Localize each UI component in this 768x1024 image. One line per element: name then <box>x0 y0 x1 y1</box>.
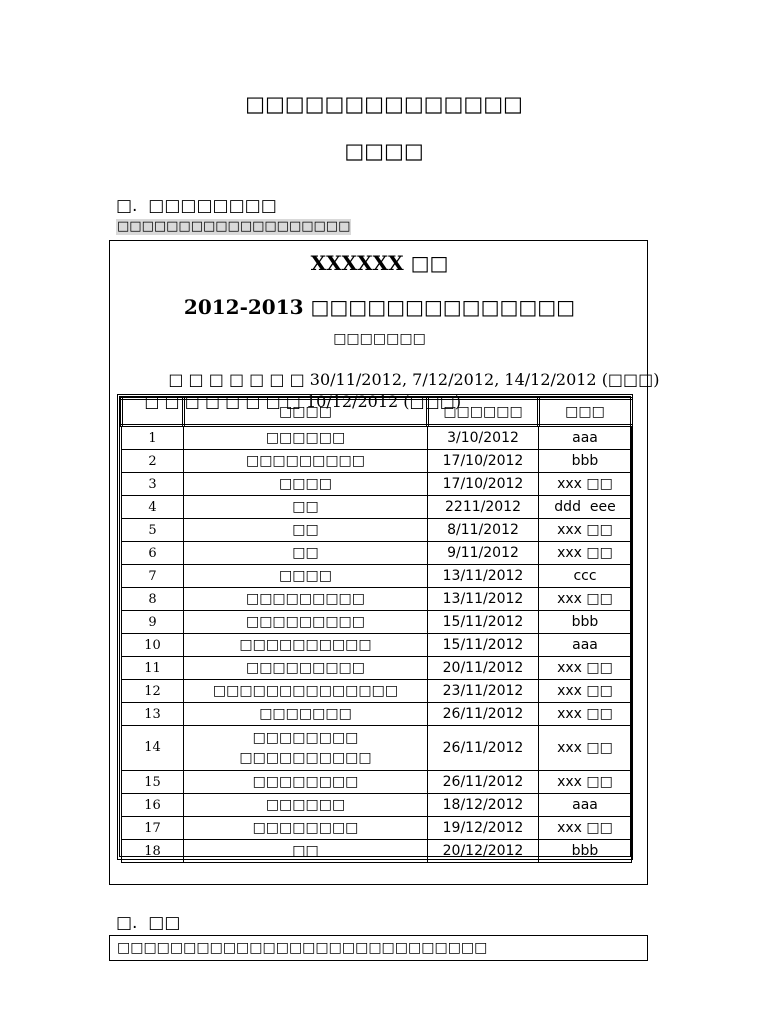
row-number: 1 <box>122 426 184 450</box>
row-number: 14 <box>122 726 184 771</box>
row-number: 7 <box>122 565 184 588</box>
row-date: 15/11/2012 <box>428 611 539 634</box>
row-item-line-2: □□□□□□□□□□ <box>239 750 372 766</box>
row-number: 12 <box>122 680 184 703</box>
table-row <box>122 817 632 840</box>
row-person: xxx □□ <box>539 519 632 542</box>
row-number: 10 <box>122 634 184 657</box>
row-item: □□ <box>184 542 428 565</box>
schedule-table <box>120 397 633 863</box>
organization-name: XXXXXX □□ <box>310 251 449 275</box>
row-person: bbb <box>539 450 632 473</box>
row-date: 8/11/2012 <box>428 519 539 542</box>
row-date: 18/12/2012 <box>428 794 539 817</box>
row-person: xxx □□ <box>539 473 632 496</box>
table-row <box>122 657 632 680</box>
table-row <box>122 634 632 657</box>
row-person: ccc <box>539 565 632 588</box>
table-row <box>122 450 632 473</box>
schedule-heading: 2012-2013 □□□□□□□□□□□□□□ <box>183 295 576 319</box>
row-person: xxx □□ <box>539 542 632 565</box>
header-person: □□□ <box>539 399 632 426</box>
section-1-marker: □. <box>116 196 138 216</box>
row-number: 9 <box>122 611 184 634</box>
table-row <box>122 840 632 863</box>
row-date: 19/12/2012 <box>428 817 539 840</box>
header-date: □□□□□□ <box>428 399 539 426</box>
section-2-heading <box>116 913 180 933</box>
row-person: ddd eee <box>539 496 632 519</box>
row-item: □□□□□□□□□ <box>184 611 428 634</box>
row-person: xxx □□ <box>539 817 632 840</box>
row-number: 8 <box>122 588 184 611</box>
row-date: 13/11/2012 <box>428 588 539 611</box>
table-header-row <box>122 399 632 426</box>
table-row <box>122 703 632 726</box>
row-person: xxx □□ <box>539 680 632 703</box>
row-number: 2 <box>122 450 184 473</box>
table-row <box>122 588 632 611</box>
row-date: 23/11/2012 <box>428 680 539 703</box>
row-person: bbb <box>539 611 632 634</box>
row-item: □□□□□□□□ <box>184 771 428 794</box>
row-person: aaa <box>539 634 632 657</box>
date-line-2-value: 10/12/2012 (□□□) <box>305 392 462 411</box>
row-person: aaa <box>539 794 632 817</box>
row-person: xxx □□ <box>539 657 632 680</box>
row-item: □□ <box>184 496 428 519</box>
section-1-heading <box>116 196 277 216</box>
row-number: 15 <box>122 771 184 794</box>
table-row <box>122 473 632 496</box>
table-row <box>122 496 632 519</box>
row-date: 3/10/2012 <box>428 426 539 450</box>
row-number: 11 <box>122 657 184 680</box>
row-item: □□□□□□□□□□ <box>184 634 428 657</box>
row-number: 13 <box>122 703 184 726</box>
row-number: 17 <box>122 817 184 840</box>
row-date: 13/11/2012 <box>428 565 539 588</box>
section-2-title: □□ <box>148 913 181 933</box>
table-row <box>122 565 632 588</box>
row-number: 18 <box>122 840 184 863</box>
row-person: aaa <box>539 426 632 450</box>
row-date: 9/11/2012 <box>428 542 539 565</box>
row-person: xxx □□ <box>539 588 632 611</box>
row-date: 26/11/2012 <box>428 703 539 726</box>
row-number: 6 <box>122 542 184 565</box>
row-date: 17/10/2012 <box>428 450 539 473</box>
row-item: □□□□□□□□□ <box>184 588 428 611</box>
row-date: 26/11/2012 <box>428 726 539 771</box>
section-2-marker: □. <box>116 913 138 933</box>
schedule-subheading: □□□□□□□ <box>333 331 426 347</box>
document-title: □□□□□□□□□□□□□□ <box>245 92 523 116</box>
row-item: □□□□□□ <box>184 794 428 817</box>
date-line-1-value: 30/11/2012, 7/12/2012, 14/12/2012 (□□□) <box>309 370 660 389</box>
table-row <box>122 542 632 565</box>
row-date: 20/11/2012 <box>428 657 539 680</box>
row-person: bbb <box>539 840 632 863</box>
row-date: 17/10/2012 <box>428 473 539 496</box>
embedded-document-frame <box>109 240 660 885</box>
table-row <box>122 771 632 794</box>
notes-box: □□□□□□□□□□□□□□□□□□□□□□□□□□□□ <box>109 935 648 961</box>
row-item: □□□□ <box>184 473 428 496</box>
schedule-table-frame <box>117 394 633 860</box>
date-line-2-label: □ □ □ □ □ □ □ □ <box>144 392 301 411</box>
row-item: □□□□□□□□□ <box>184 657 428 680</box>
row-number: 4 <box>122 496 184 519</box>
row-item: □□□□□□□□ <box>184 817 428 840</box>
row-item: □□□□□□ <box>184 426 428 450</box>
row-number: 3 <box>122 473 184 496</box>
row-item: □□□□ <box>184 565 428 588</box>
row-item <box>184 726 428 771</box>
row-person: xxx □□ <box>539 726 632 771</box>
document-subtitle: □□□□ <box>344 139 424 163</box>
date-line-1-label: □ □ □ □ □ □ □ <box>168 370 305 389</box>
section-1-title: □□□□□□□□ <box>148 196 277 216</box>
table-row <box>122 426 632 450</box>
table-row <box>122 611 632 634</box>
row-number: 5 <box>122 519 184 542</box>
row-item-line-1: □□□□□□□□ <box>252 730 359 746</box>
header-item: □□□□ <box>184 399 428 426</box>
row-date: 2211/2012 <box>428 496 539 519</box>
table-row <box>122 794 632 817</box>
row-date: 20/12/2012 <box>428 840 539 863</box>
row-item: □□□□□□□□□□□□□□ <box>184 680 428 703</box>
row-item: □□□□□□□ <box>184 703 428 726</box>
row-item: □□□□□□□□□ <box>184 450 428 473</box>
table-row <box>122 519 632 542</box>
row-person: xxx □□ <box>539 771 632 794</box>
row-date: 15/11/2012 <box>428 634 539 657</box>
table-row <box>122 680 632 703</box>
row-item: □□ <box>184 840 428 863</box>
row-item: □□ <box>184 519 428 542</box>
table-row <box>122 726 632 771</box>
row-person: xxx □□ <box>539 703 632 726</box>
highlighted-instruction: □□□□□□□□□□□□□□□□□□□ <box>117 219 351 234</box>
row-number: 16 <box>122 794 184 817</box>
row-date: 26/11/2012 <box>428 771 539 794</box>
header-no <box>122 399 184 426</box>
